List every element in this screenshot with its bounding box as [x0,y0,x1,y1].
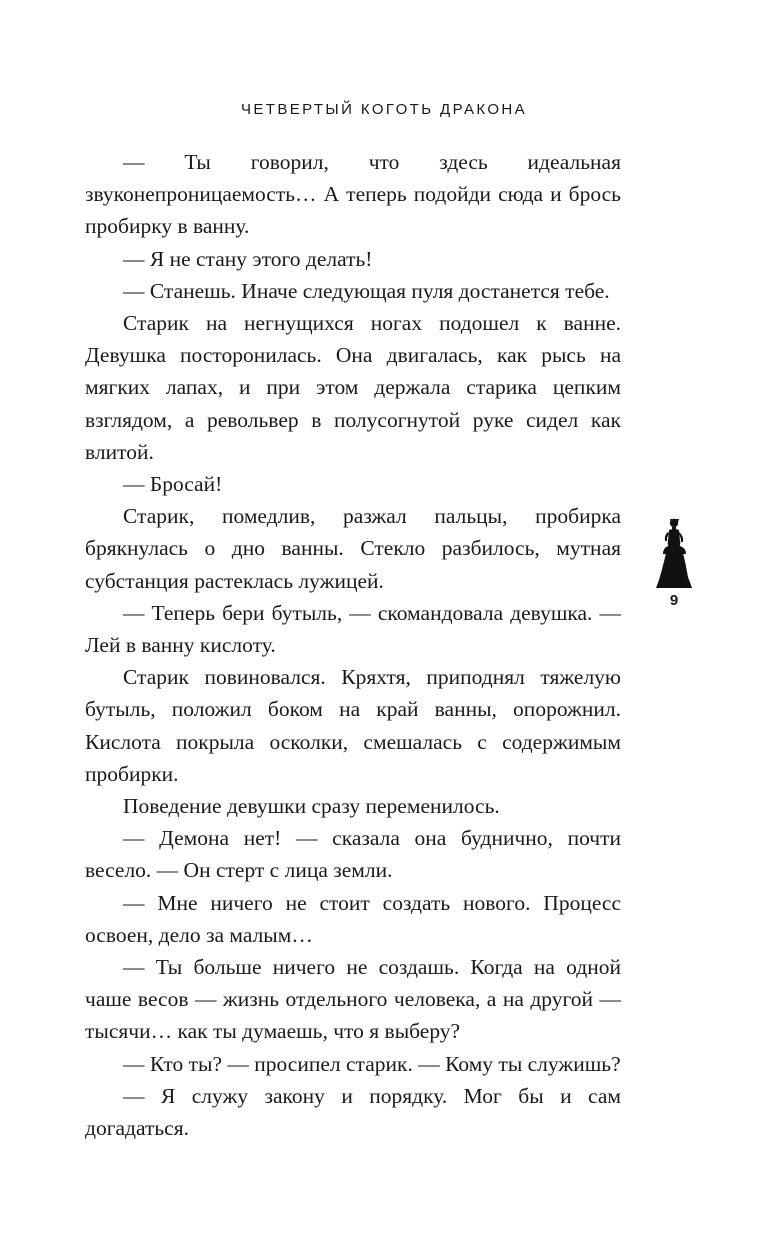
running-title: ЧЕТВЕРТЫЙ КОГОТЬ ДРАКОНА [240,101,528,118]
paragraph: Старик, помедлив, разжал пальцы, пробирка брякнулась о дно ванны. Стекло разбилось, мутная субстанция растеклась лужицей. [85,504,621,593]
lady-silhouette-icon [652,517,694,589]
paragraph: — Демона нет! — сказала она буднично, почти весело. — Он стерт с лица земли. [85,826,621,883]
paragraph: Старик повиновался. Кряхтя, приподнял тяжелую бутыль, положил боком на край ванны, опорожнил. Кислота покрыла осколки, смешалась с содержимым пробирки. [85,665,621,786]
paragraph: — Кто ты? — просипел старик. — Кому ты служишь? [123,1051,621,1076]
paragraph: — Я служу закону и порядку. Мог бы и сам догадаться. [85,1083,621,1141]
paragraph: — Бросай! [123,472,223,497]
paragraph: Поведение девушки сразу переменилось. [123,794,500,819]
body-text [85,146,621,1144]
paragraph: Старик на негнущихся ногах подошел к ванне. Девушка посторонилась. Она двигалась, как рысь на мягких лапах, и при этом держала старика цепким взглядом, а револьвер в полусогнутой руке сидел как влитой. [85,311,621,464]
paragraph: — Ты говорил, что здесь идеальная звуконепроницаемость… А теперь подойди сюда и брось пробирку в ванну. [85,150,621,239]
page-number: 9 [669,592,679,609]
paragraph: — Мне ничего не стоит создать нового. Процесс освоен, дело за малым… [85,890,621,947]
paragraph: — Я не стану этого делать! [123,246,373,271]
paragraph: — Станешь. Иначе следующая пуля достанется тебе. [123,278,610,303]
paragraph: — Ты больше ничего не создашь. Когда на одной чаше весов — жизнь отдельного человека, а на другой — тысячи… как ты думаешь, что я выберу? [85,955,621,1044]
paragraph: — Теперь бери бутыль, — скомандовала девушка. — Лей в ванну кислоту. [85,600,621,658]
